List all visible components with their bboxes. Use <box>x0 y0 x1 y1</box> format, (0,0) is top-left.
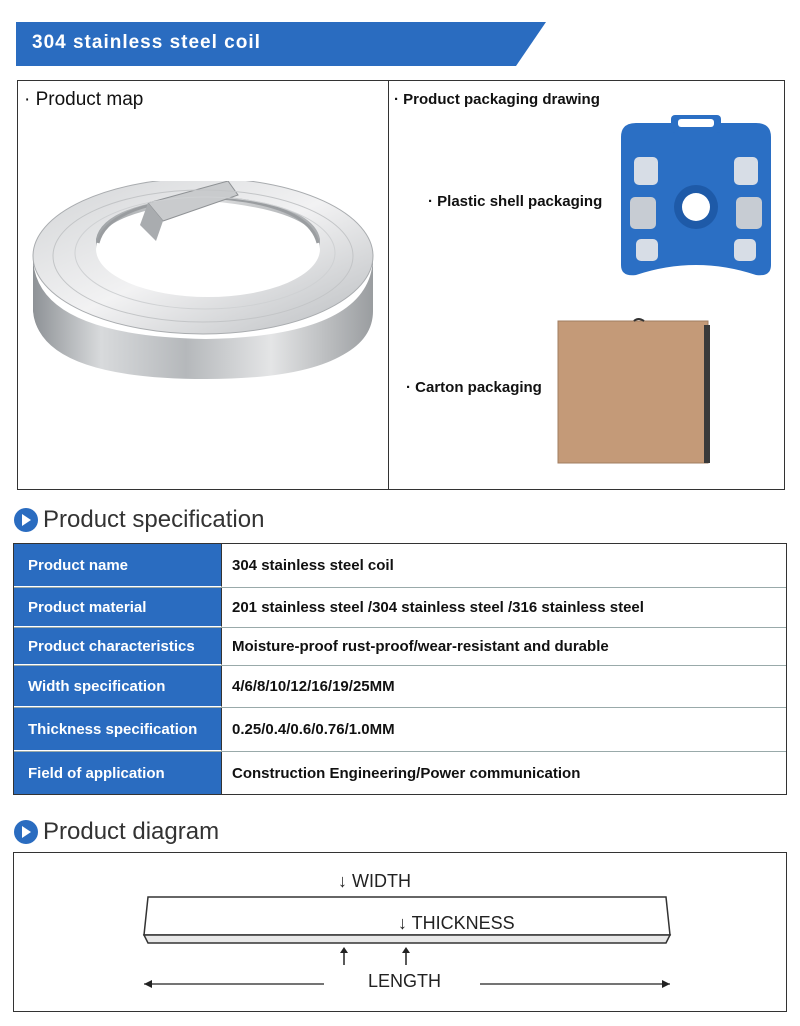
carton-packaging-label: · Carton packaging <box>406 379 542 396</box>
spec-heading-text: Product specification <box>43 506 265 533</box>
table-row <box>14 588 786 628</box>
width-label: ↓ WIDTH <box>338 871 411 891</box>
product-map-label: · Product map <box>24 89 144 110</box>
spec-key: Product name <box>14 544 222 587</box>
product-images-panel <box>17 80 785 490</box>
spec-value: 4/6/8/10/12/16/19/25MM <box>232 678 395 695</box>
spec-value: Moisture-proof rust-proof/wear-resistant and durable <box>232 638 609 655</box>
spec-heading <box>14 506 264 534</box>
product-diagram <box>13 852 787 1012</box>
table-row <box>14 752 786 794</box>
spec-table <box>13 543 787 795</box>
spec-value: 304 stainless steel coil <box>232 557 394 574</box>
table-row <box>14 708 786 752</box>
steel-coil-image <box>28 181 378 381</box>
spec-key: Product characteristics <box>14 628 222 665</box>
spec-value: 0.25/0.4/0.6/0.76/1.0MM <box>232 721 395 738</box>
diagram-heading-text: Product diagram <box>43 818 220 845</box>
thickness-label: ↓ THICKNESS <box>398 913 515 933</box>
arrow-circle-icon <box>14 820 38 844</box>
spec-key: Field of application <box>14 752 222 794</box>
plastic-packaging-label: · Plastic shell packaging <box>428 193 603 210</box>
plastic-shell-image <box>616 115 776 285</box>
spec-key: Product material <box>14 588 222 627</box>
spec-key: Thickness specification <box>14 708 222 751</box>
table-row <box>14 628 786 666</box>
spec-key: Width specification <box>14 666 222 707</box>
packaging-drawing-label: · Product packaging drawing <box>394 91 600 108</box>
spec-value: Construction Engineering/Power communication <box>232 764 581 782</box>
table-row <box>14 666 786 708</box>
panel-divider <box>388 81 389 489</box>
spec-value: 201 stainless steel /304 stainless steel /316 stainless steel <box>232 599 644 616</box>
page-title: 304 stainless steel coil <box>32 32 261 53</box>
table-row <box>14 544 786 588</box>
diagram-heading <box>14 818 219 846</box>
title-banner <box>16 22 546 66</box>
length-label: LENGTH <box>368 971 442 991</box>
carton-box-image <box>554 317 714 467</box>
arrow-circle-icon <box>14 508 38 532</box>
